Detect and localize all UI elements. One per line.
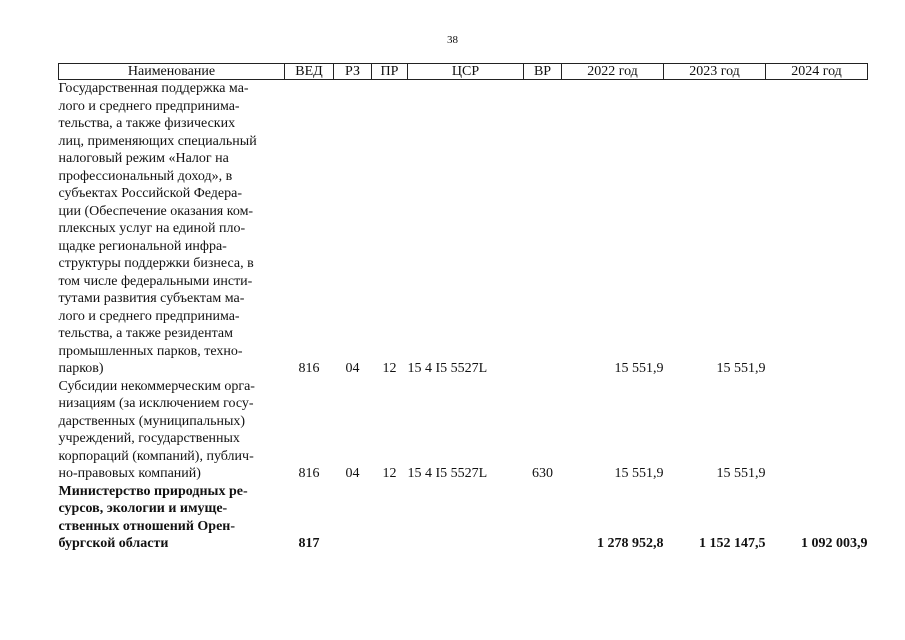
row-name-line: плексных услуг на единой пло- [58, 221, 246, 236]
cell-2022: 15 551,9 [614, 466, 664, 481]
row-name-line: том числе федеральными инсти- [58, 273, 253, 289]
row-name-line: промышленных парков, техно- [58, 343, 243, 359]
row-name-line: лиц, применяющих специальный [58, 133, 257, 149]
cell-2023: 1 152 147,5 [699, 536, 766, 551]
row-name-line: учреждений, государственных [58, 431, 240, 446]
cell-csr: 15 4 I5 5527L [407, 466, 488, 481]
page-number: 38 [447, 34, 458, 46]
cell-vr: 630 [532, 466, 553, 481]
row-name-line: Субсидии некоммерческим орга- [58, 378, 255, 394]
row-name-line: структуры поддержки бизнеса, в [58, 256, 254, 271]
cell-2022: 1 278 952,8 [597, 536, 664, 551]
row-name-line: профессиональный доход», в [58, 168, 233, 184]
cell-2023: 15 551,9 [716, 361, 766, 376]
row-name-line: но-правовых компаний) [58, 466, 201, 481]
row-name-line: щадке региональной инфра- [58, 238, 227, 254]
row-name-line: Министерство природных ре- [58, 483, 248, 499]
cell-vr [524, 483, 562, 553]
header-pr: ПР [372, 64, 408, 80]
row-name-line: низациям (за исключением госу- [58, 396, 254, 411]
cell-2024 [766, 80, 868, 378]
cell-csr [408, 483, 524, 553]
row-name-line: Государственная поддержка ма- [58, 81, 249, 96]
row-name-cell [59, 483, 285, 553]
cell-pr: 12 [382, 466, 397, 481]
header-2024: 2024 год [766, 64, 868, 80]
cell-rz: 04 [345, 466, 360, 481]
cell-rz: 04 [345, 361, 360, 376]
table-row [59, 483, 868, 553]
row-name-line: бургской области [58, 536, 169, 551]
cell-pr: 12 [382, 361, 397, 376]
row-name-line: корпораций (компаний), публич- [58, 448, 254, 464]
cell-rz [334, 483, 372, 553]
row-name-line: ственных отношений Орен- [58, 518, 236, 534]
row-name-line: лого и среднего предпринима- [58, 98, 240, 114]
header-vr: ВР [524, 64, 562, 80]
row-name-line: налоговый режим «Налог на [58, 151, 229, 166]
header-rz: РЗ [334, 64, 372, 80]
cell-ved: 816 [298, 466, 320, 481]
row-name-line: субъектах Российской Федера- [58, 186, 242, 201]
row-name-cell [59, 80, 285, 378]
cell-2024 [766, 378, 868, 483]
header-2023: 2023 год [664, 64, 766, 80]
table-row [59, 80, 868, 378]
table-row [59, 378, 868, 483]
row-name-line: парков) [58, 361, 104, 376]
cell-pr [372, 483, 408, 553]
header-ved: ВЕД [285, 64, 334, 80]
row-name-cell [59, 378, 285, 483]
row-name-line: дарственных (муниципальных) [58, 413, 246, 429]
row-name-line: тельства, а также резидентам [58, 326, 233, 341]
budget-table [58, 63, 868, 553]
row-name-line: ции (Обеспечение оказания ком- [58, 203, 254, 219]
cell-ved: 817 [298, 536, 320, 551]
cell-2023: 15 551,9 [716, 466, 766, 481]
header-name: Наименование [59, 64, 285, 80]
table-header-row [59, 64, 868, 80]
cell-csr: 15 4 I5 5527L [407, 361, 488, 376]
cell-2022: 15 551,9 [614, 361, 664, 376]
cell-vr [524, 80, 562, 378]
row-name-line: сурсов, экологии и имуще- [58, 501, 228, 516]
cell-ved: 816 [298, 361, 320, 376]
row-name-line: лого и среднего предпринима- [58, 308, 240, 324]
row-name-line: тутами развития субъектам ма- [58, 291, 245, 306]
row-name-line: тельства, а также физических [58, 116, 236, 131]
cell-2024: 1 092 003,9 [801, 536, 868, 551]
header-csr: ЦСР [408, 64, 524, 80]
header-2022: 2022 год [562, 64, 664, 80]
